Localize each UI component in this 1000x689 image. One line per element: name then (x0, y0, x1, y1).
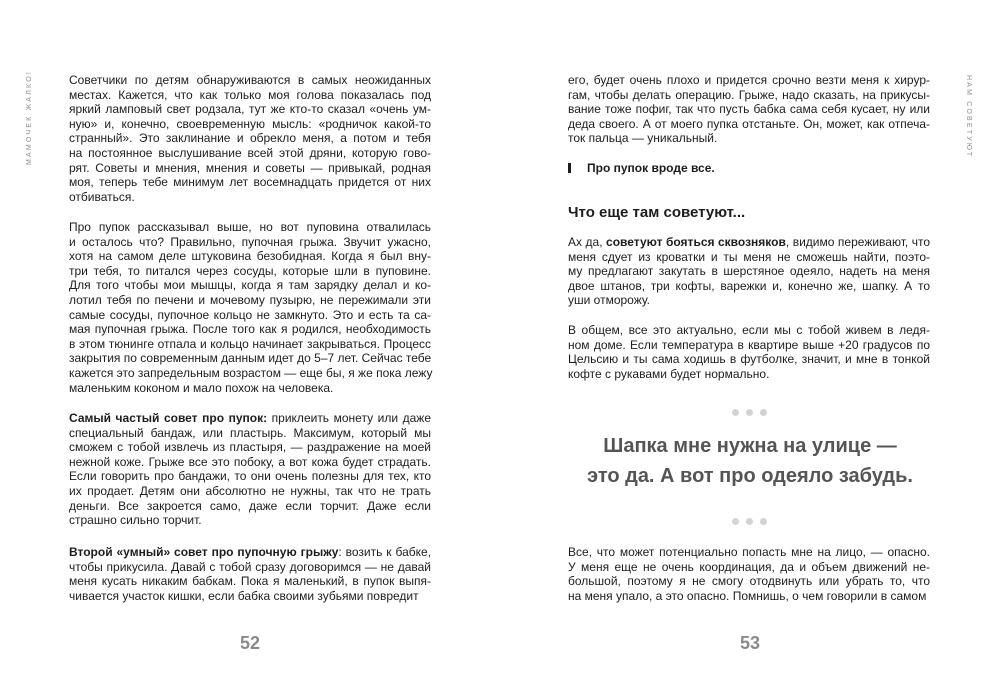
text-line: местах. Кажется, что как только моя голова показалась под (69, 87, 431, 102)
pull-quote (540, 431, 960, 491)
text-line (568, 235, 930, 250)
bold-phrase: Самый частый совет про пупок: (69, 411, 268, 425)
text-line: вание тоже пофиг, так что пусть бабка сама себя кусает, ну или (568, 102, 930, 117)
paragraph (69, 411, 431, 528)
text-line: кофте с рукавами будет нормально. (568, 366, 770, 381)
text-line: деньги. Все закроется само, даже если торчит. Даже если (69, 498, 431, 513)
text-line: Советчики по детям обнаруживаются в самых неожиданных (69, 73, 431, 87)
text-line: мая пупочная грыжа. После того как я родился, необходимость (69, 322, 431, 337)
text-line: ном доме. Если температура в квартире выше +20 градусов по (568, 337, 930, 352)
text-line: на меня упало, а это опасно. Помнишь, о чем говорили в самом (568, 588, 927, 603)
text-line: в этом тюнинге отпала и кольцо начинает закрываться. Процесс (69, 336, 431, 351)
text-line: специальный бандаж, или пластырь. Максимум, который мы (69, 425, 431, 440)
text-line: В общем, все это актуально, если мы с тобой живем в ледя- (568, 323, 930, 337)
text-segment: приклеить монету или даже (267, 411, 432, 425)
text-line: хотя на самом деле штуковина безобидная. Когда я был вну- (69, 249, 431, 264)
page-number-left: 52 (239, 633, 261, 653)
bold-phrase: Второй «умный» совет про пупочную грыжу (69, 545, 339, 559)
text-line: ную» и, конечно, своевременную мысль: «родничок какой-то (69, 116, 431, 131)
pull-quote-line: Шапка мне нужна на улице — (603, 435, 897, 457)
pull-quote-line: это да. А вот про одеяло забудь. (587, 465, 913, 487)
text-line: му предлагают закутать в шерстяное одеяло, надеть на меня (568, 264, 930, 279)
separator-dots-bottom (732, 518, 767, 525)
text-line: три тебя, то питался через сосуды, которые шли в пуповине. (69, 263, 431, 278)
text-line: и осталось что? Правильно, пупочная грыжа. Звучит ужасно, (69, 234, 431, 249)
text-line: чтобы прикусила. Давай с тобой сразу договоримся — не давай (69, 559, 431, 574)
note-bar-marker (568, 163, 571, 173)
text-line: отбиваться. (69, 189, 135, 204)
text-line: странный». Это заклинание и обрекло меня, а потом и тебя (69, 131, 431, 146)
text-line: Все, что может потенциально попасть мне на лицо, — опасно. (568, 545, 930, 559)
paragraph (568, 235, 930, 308)
text-line: нежной коже. Грыже все это побоку, а вот кожа будет страдать. (69, 454, 431, 469)
text-line: кажется это запредельным возрастом — еще бы, я же пока лежу (69, 365, 433, 380)
text-line: маленьким коконом и мало похож на человека. (69, 380, 334, 395)
text-line: на постоянное выслушивание всей этой дряни, которую гово- (69, 145, 431, 160)
text-line: моя, теперь тебе минимум лет восемнадцать придется от них (69, 175, 431, 190)
bold-phrase: советуют бояться сквозняков (606, 235, 786, 249)
text-line: Для того чтобы мои мышцы, когда я там зарядку делал и ко- (69, 278, 431, 293)
text-line: яркий ламповый свет родзала, тут же кто-то сказал «очень ум- (69, 102, 431, 117)
text-line: закрытия по современным данным идет до 5–7 лет. Сейчас тебе (69, 351, 432, 366)
text-line: самые сосуды, пупочное кольцо не замкнуто. Это и есть та са- (69, 307, 431, 322)
paragraph (69, 73, 431, 204)
text-line: рят. Советы и мнения, мнения и советы — привыкай, родная (69, 160, 431, 175)
paragraph (568, 323, 930, 381)
text-line: сможем с тобой извлечь из пластыря, — раздражение на моей (69, 440, 431, 455)
text-line: Цельсию и ты сама ходишь в футболке, значит, и мне в тонкой (568, 352, 930, 367)
text-line: чивается участок кишки, если бабка своими зубьями повредит (69, 588, 419, 603)
text-line (69, 545, 431, 560)
text-line: меня сдует из кроватки и ты меня не сможешь найти, поэто- (568, 249, 930, 264)
text-line: У меня еще не очень координация, да и объем движений не- (568, 559, 930, 574)
text-line: страшно сильно торчит. (69, 513, 202, 528)
text-line: ток пальца — уникальный. (568, 131, 718, 146)
paragraph (69, 220, 431, 395)
text-line: двое штанов, три кофты, варежки и, конечно же, шапку. А то (568, 278, 930, 293)
text-segment: , видимо переживают, что (785, 235, 930, 249)
page-number-right: 53 (739, 633, 761, 653)
text-line: лотил тебя по печени и мочевому пузырю, не пережимали эти (69, 292, 431, 307)
separator-dots-top (732, 409, 767, 416)
text-line (69, 411, 431, 426)
text-line: их продает. Детям они абсолютно не нужны, так что не трать (69, 483, 431, 498)
text-line: уши отморожу. (568, 293, 651, 308)
text-line: Если говорить про бандажи, то они очень полезны для тех, кто (69, 469, 431, 484)
text-line: его, будет очень плохо и придется срочно везти меня к хирур- (568, 73, 930, 87)
paragraph (69, 545, 431, 603)
note-text: Про пупок вроде все. (587, 161, 715, 175)
running-head-right: НАМ СОВЕТУЮТ (965, 75, 972, 159)
text-line: гам, чтобы делать операцию. Грыже, надо сказать, на прикусы- (568, 87, 930, 102)
text-line: меня кусать никаким бабкам. Пока я маленький, в пупок выпя- (69, 574, 431, 589)
text-line: большой, поэтому я не смогу отодвинуть или убрать то, что (568, 574, 930, 589)
text-segment: : возить к бабке, (338, 545, 432, 559)
text-line: Про пупок рассказывал выше, но вот пуповина отвалилась (69, 220, 431, 234)
right-page (500, 0, 1000, 689)
paragraph (568, 545, 930, 603)
paragraph (568, 73, 930, 146)
text-segment: Ах да, (568, 235, 607, 249)
section-heading: Что еще там советуют... (568, 204, 746, 221)
running-head-left: МАМОЧЕК ЖАЛКО! (26, 69, 33, 165)
text-line: деда своего. А от моего пупка отстаньте. Он, может, как отпеча- (568, 116, 930, 131)
